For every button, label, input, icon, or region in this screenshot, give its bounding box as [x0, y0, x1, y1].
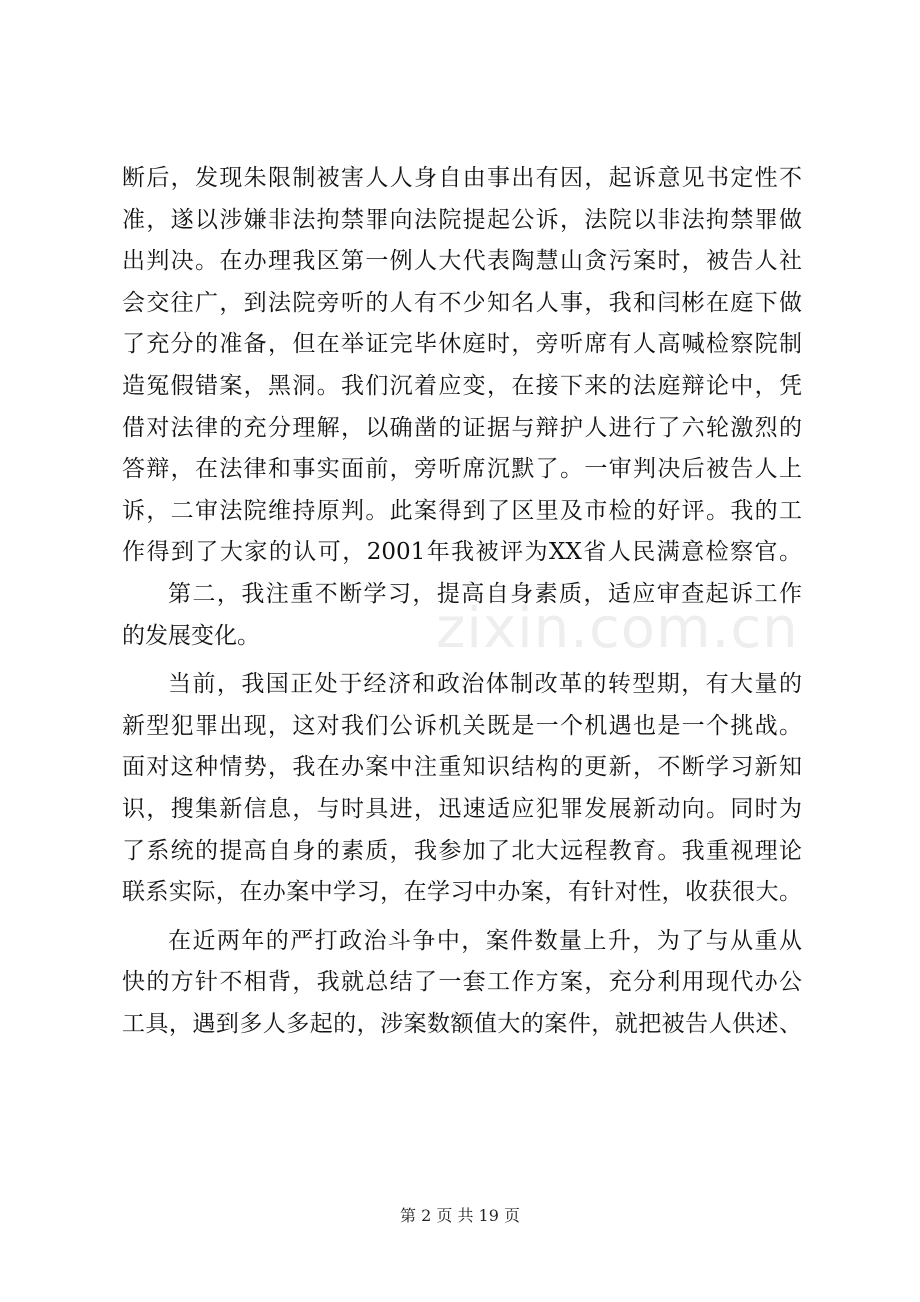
- text-line: 出判决。在办理我区第一例人大代表陶慧山贪污案时，被告人社: [122, 248, 802, 275]
- text-line: 准，遂以涉嫌非法拘禁罪向法院提起公诉，法院以非法拘禁罪做: [122, 206, 802, 233]
- text-line: 诉，二审法院维持原判。此案得到了区里及市检的好评。我的工: [122, 497, 802, 524]
- text-line: 的发展变化。: [122, 622, 260, 649]
- paragraph: [122, 158, 802, 574]
- watermark: zixin.com.cn: [436, 596, 799, 661]
- text-line: 当前，我国正处于经济和政治体制改革的转型期，有大量的: [168, 671, 802, 698]
- text-line: 借对法律的充分理解，以确凿的证据与辩护人进行了六轮激烈的: [122, 414, 802, 441]
- text-line: 会交往广，到法院旁听的人有不少知名人事，我和闫彬在庭下做: [122, 289, 802, 316]
- text-line: 断后，发现朱限制被害人人身自由事出有因，起诉意见书定性不: [122, 165, 802, 191]
- paragraph: [122, 921, 802, 1046]
- text-line: 第二，我注重不断学习，提高自身素质，适应审查起诉工作: [168, 580, 802, 607]
- text-line: 造冤假错案，黑洞。我们沉着应变，在接下来的法庭辩论中，凭: [122, 372, 802, 399]
- text-line: 工具，遇到多人多起的，涉案数额值大的案件，就把被告人供述、: [122, 1010, 802, 1037]
- text-line: 了充分的准备，但在举证完毕休庭时，旁听席有人高喊检察院制: [122, 331, 802, 358]
- text-line: 作得到了大家的认可，2001年我被评为XX省人民满意检察官。: [122, 539, 802, 566]
- text-line: 答辩，在法律和事实面前，旁听席沉默了。一审判决后被告人上: [122, 456, 802, 483]
- page-footer: [0, 1203, 920, 1226]
- page-number: 第 2 页 共 19 页: [400, 1206, 520, 1225]
- text-line: 识，搜集新信息，与时具进，迅速适应犯罪发展新动向。同时为: [122, 795, 802, 822]
- text-line: 新型犯罪出现，这对我们公诉机关既是一个机遇也是一个挑战。: [122, 712, 802, 739]
- text-line: 在近两年的严打政治斗争中，案件数量上升，为了与从重从: [168, 927, 802, 954]
- text-line: 面对这种情势，我在办案中注重知识结构的更新，不断学习新知: [122, 754, 802, 781]
- text-line: 快的方针不相背，我就总结了一套工作方案，充分利用现代办公: [122, 969, 802, 996]
- text-line: 联系实际，在办案中学习，在学习中办案，有针对性，收获很大。: [122, 879, 802, 906]
- paragraph: [122, 664, 802, 914]
- text-line: 了系统的提高自身的素质，我参加了北大远程教育。我重视理论: [122, 837, 802, 864]
